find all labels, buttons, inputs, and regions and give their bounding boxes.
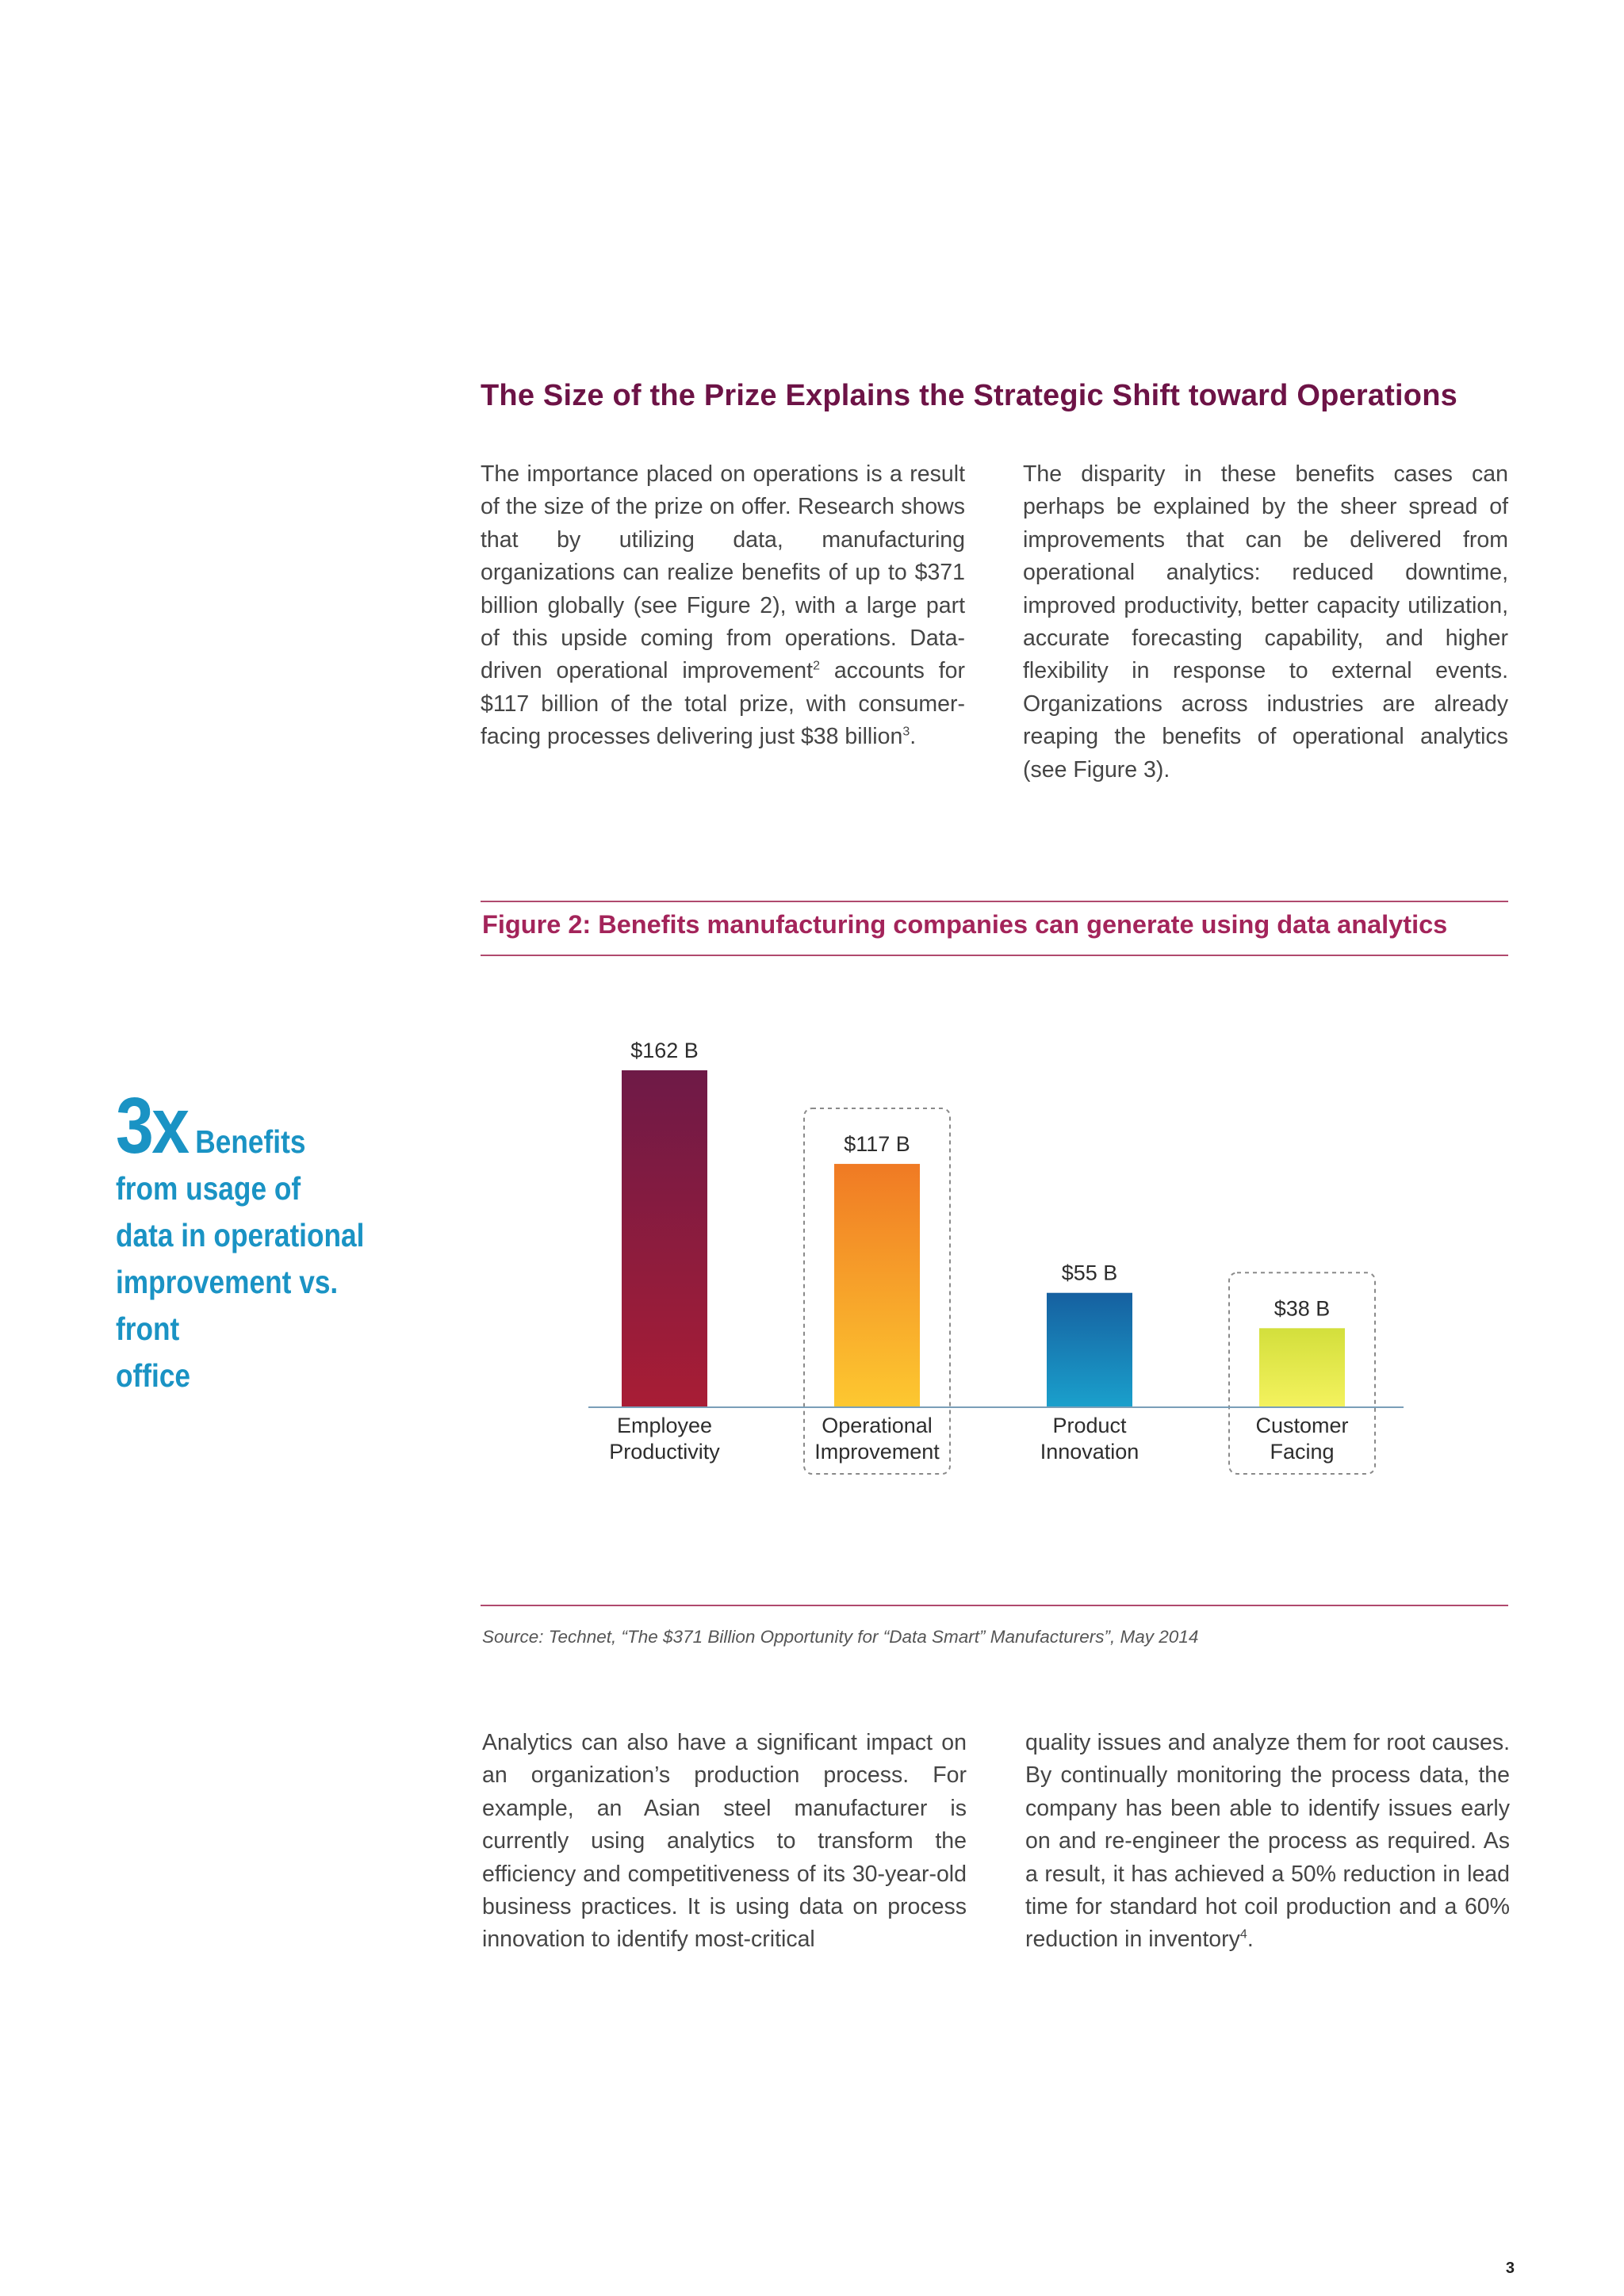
category-label: Facing bbox=[1270, 1440, 1335, 1464]
figure-title: Figure 2: Benefits manufacturing companies can generate using data analytics bbox=[482, 910, 1448, 939]
bar bbox=[1259, 1328, 1345, 1407]
body-right-paragraph bbox=[1025, 1727, 1510, 1957]
bar bbox=[622, 1070, 707, 1407]
figure-source: Source: Technet, “The $371 Billion Opportunity for “Data Smart” Manufacturers”, May 2014 bbox=[482, 1627, 1199, 1647]
intro-left-column bbox=[481, 458, 965, 754]
callout-stat bbox=[116, 1081, 402, 1399]
intro-left-text-end: . bbox=[910, 724, 917, 750]
callout-line: data in operational bbox=[116, 1217, 365, 1253]
category-label: Improvement bbox=[814, 1440, 940, 1464]
callout-line: office bbox=[116, 1357, 191, 1394]
bar-value-label: $55 B bbox=[1061, 1261, 1118, 1285]
body-left-column bbox=[482, 1727, 967, 1957]
callout-line: from usage of bbox=[116, 1170, 301, 1207]
bar-value-label: $117 B bbox=[844, 1132, 910, 1157]
figure-bottom-rule bbox=[481, 1605, 1508, 1606]
intro-right-paragraph: The disparity in these benefits cases can perhaps be explained by the sheer spread of improvements that can be delivered from operational analytics: reduced downtime, improved productivity, better capacity utilization, accurate forecasting capability, and higher flexibility in response to external events. Organizations across industries are already reaping the benefits of operational analytics (see Figure 3). bbox=[1023, 461, 1508, 783]
body-right-column bbox=[1025, 1727, 1510, 1957]
callout-headline bbox=[116, 1081, 402, 1170]
section-heading: The Size of the Prize Explains the Strategic Shift toward Operations bbox=[481, 379, 1457, 412]
footnote-ref-3: 3 bbox=[902, 725, 910, 739]
callout-line: improvement vs. front bbox=[116, 1264, 339, 1347]
footnote-ref-2: 2 bbox=[813, 659, 820, 673]
bar bbox=[1047, 1293, 1132, 1407]
category-label: Customer bbox=[1255, 1414, 1349, 1437]
bar-value-label: $162 B bbox=[630, 1039, 699, 1062]
page-number: 3 bbox=[1505, 2260, 1515, 2277]
figure-title-rule bbox=[481, 955, 1508, 956]
intro-left-text-2: accounts for $117 billion of the total prize, with consumer-facing processes delivering just $38 billion bbox=[481, 658, 965, 750]
body-right-text: quality issues and analyze them for root causes. By continually monitoring the process data, the company has been able to identify issues early on and re-engineer the process as required. As a result, it has achieved a 50% reduction in lead time for standard hot coil production and a 60% reduction in inventory bbox=[1025, 1730, 1510, 1953]
body-left-paragraph: Analytics can also have a significant impact on an organization’s production process. For example, an Asian steel manufacturer is currently using analytics to transform the efficiency and competitiveness of its 30-year-old business practices. It is using data on process innovation to identify most-critical bbox=[482, 1730, 967, 1953]
bar-value-label: $38 B bbox=[1274, 1296, 1331, 1321]
category-label: Innovation bbox=[1040, 1440, 1139, 1464]
category-label: Operational bbox=[822, 1414, 933, 1437]
benefits-bar-chart bbox=[476, 1015, 1515, 1490]
bar bbox=[834, 1164, 920, 1407]
footnote-ref-4: 4 bbox=[1239, 1927, 1247, 1942]
category-label: Employee bbox=[616, 1414, 713, 1437]
category-label: Productivity bbox=[609, 1440, 720, 1464]
body-right-text-end: . bbox=[1247, 1927, 1254, 1953]
intro-left-text: The importance placed on operations is a result of the size of the prize on offer. Research shows that by utilizing data, manufacturing organizations can realize benefits of up to $371 billion globally (see Figure 2), with a large part of this upside coming from operations. Data-driven operational improvement bbox=[481, 461, 965, 684]
callout-word: Benefits bbox=[195, 1123, 306, 1160]
intro-right-column bbox=[1023, 458, 1508, 786]
callout-multiplier: 3x bbox=[116, 1081, 188, 1170]
figure-top-rule bbox=[481, 901, 1508, 902]
intro-left-paragraph bbox=[481, 458, 965, 754]
category-label: Product bbox=[1052, 1414, 1127, 1437]
